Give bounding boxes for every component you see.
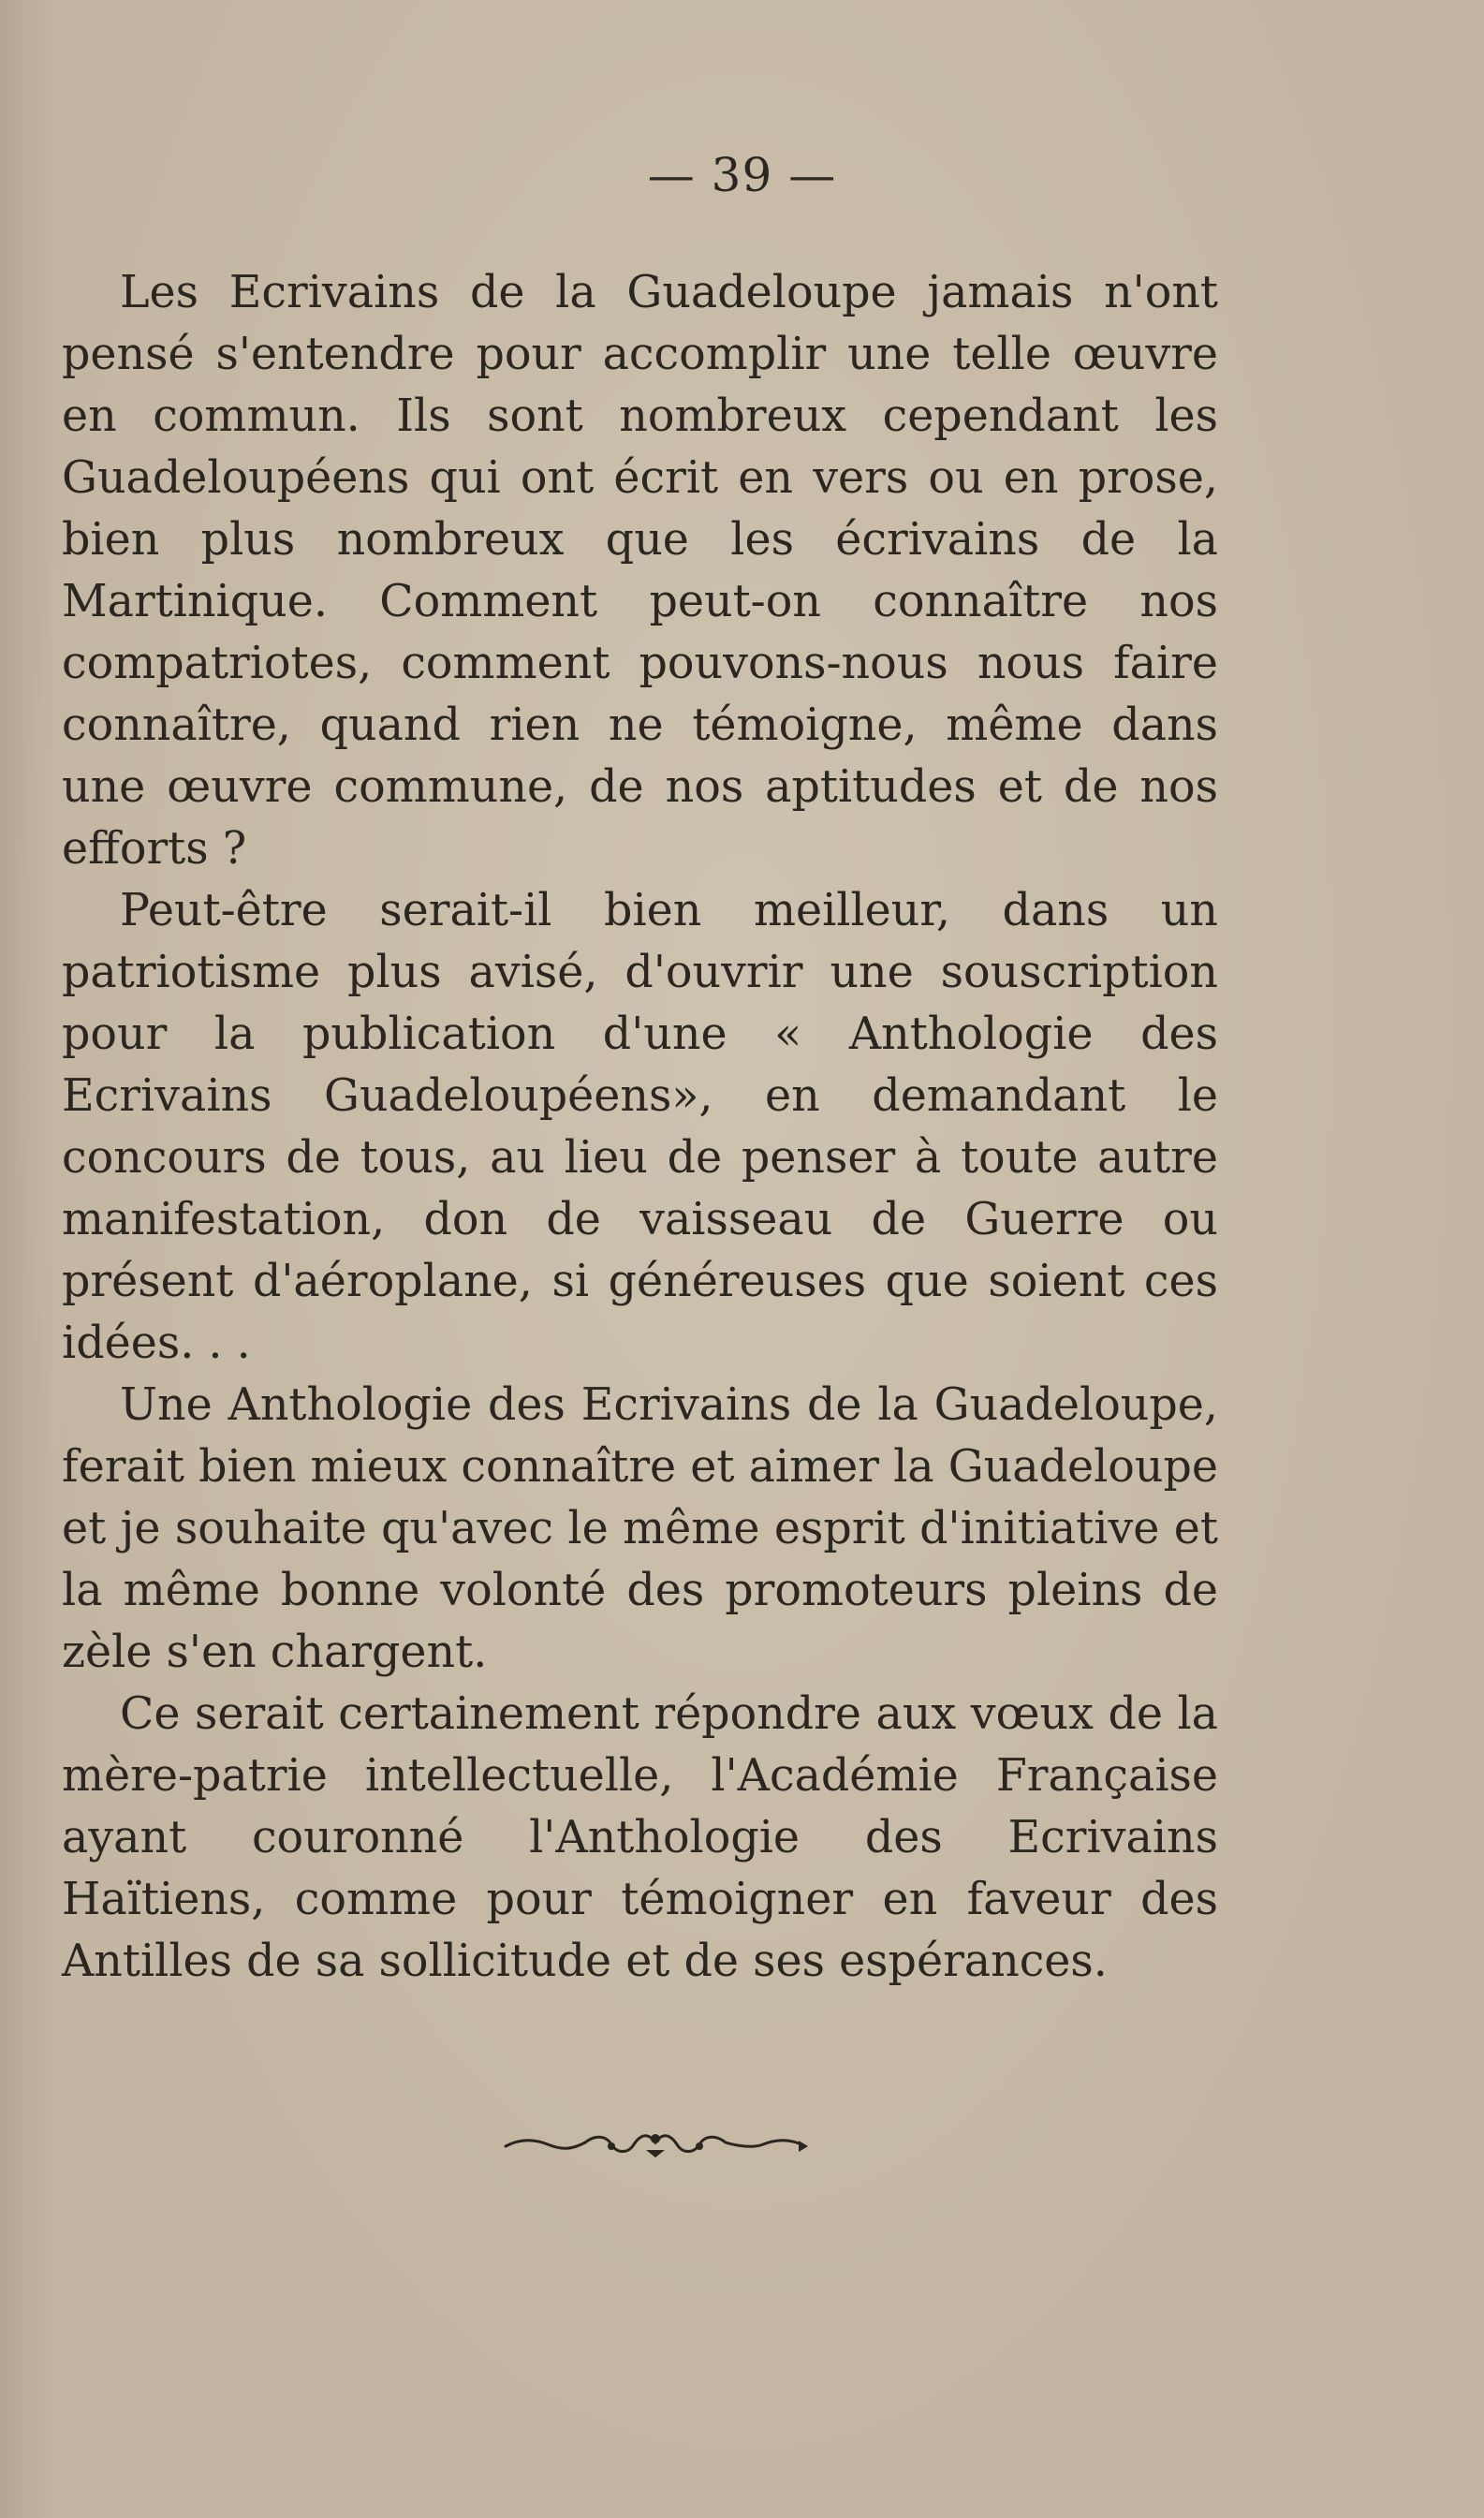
fleuron-ornament-icon (501, 2126, 810, 2163)
paragraph-4: Ce serait certainement répondre aux vœux de la mère-patrie intellectuelle, l'Académie Française ayant couronné l'Anthologie des Ecrivains Haïtiens, comme pour témoigner en faveur des Antilles de sa sollicitude et de ses espérances. (62, 1688, 1218, 1987)
body-text (62, 262, 1218, 1993)
paragraph-3: Une Anthologie des Ecrivains de la Guadeloupe, ferait bien mieux connaître et aimer la Guadeloupe et je souhaite qu'avec le même esprit d'initiative et la même bonne volonté des promoteurs pleins de zèle s'en chargent. (62, 1379, 1218, 1678)
page-number: — 39 — (647, 148, 837, 202)
paragraph-1: Les Ecrivains de la Guadeloupe jamais n'ont pensé s'entendre pour accomplir une telle œuvre en commun. Ils sont nombreux cependant les Guadeloupéens qui ont écrit en vers ou en prose, bien plus nombreux que les écrivains de la Martinique. Comment peut-on connaître nos compatriotes, comment pouvons-nous nous faire connaître, quand rien ne témoigne, même dans une œuvre commune, de nos aptitudes et de nos efforts ? (62, 267, 1218, 875)
paragraph-2: Peut-être serait-il bien meilleur, dans un patriotisme plus avisé, d'ouvrir une souscription pour la publication d'une « Anthologie des Ecrivains Guadeloupéens», en demandant le concours de tous, au lieu de penser à toute autre manifestation, don de vaisseau de Guerre ou présent d'aéroplane, si généreuses que soient ces idées. . . (62, 885, 1218, 1369)
